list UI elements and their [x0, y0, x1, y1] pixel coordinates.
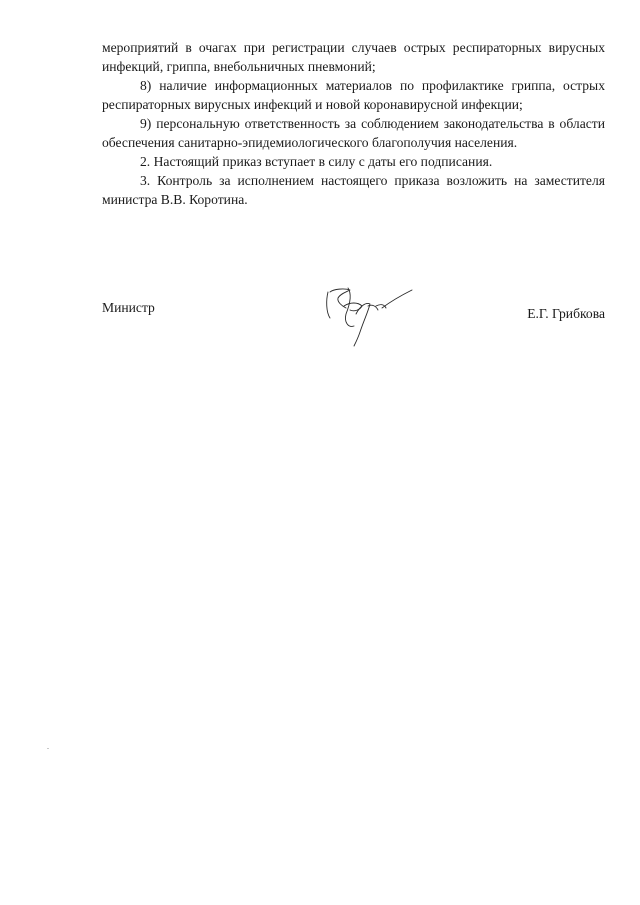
paragraph-item-9: 9) персональную ответственность за соблюдением законодательства в области обеспечения санитарно-эпидемиологического благополучия населения.: [102, 116, 605, 150]
paragraph-clause-2: 2. Настоящий приказ вступает в силу с даты его подписания.: [140, 154, 493, 169]
paragraph-item-8: 8) наличие информационных материалов по профилактике гриппа, острых респираторных вирусных инфекций и новой коронавирусной инфекции;: [102, 78, 605, 112]
paragraph-clause-3: 3. Контроль за исполнением настоящего приказа возложить на заместителя министра В.В. Коротина.: [102, 173, 605, 207]
signature-block: [102, 300, 605, 350]
scan-speck: [47, 748, 49, 749]
signatory-name: Е.Г. Грибкова: [527, 306, 605, 321]
signatory-position: Министр: [102, 300, 155, 315]
document-body: [102, 38, 605, 209]
handwritten-signature: [320, 284, 430, 348]
paragraph-continuation: мероприятий в очагах при регистрации случаев острых респираторных вирусных инфекций, гриппа, внебольничных пневмоний;: [102, 40, 605, 74]
